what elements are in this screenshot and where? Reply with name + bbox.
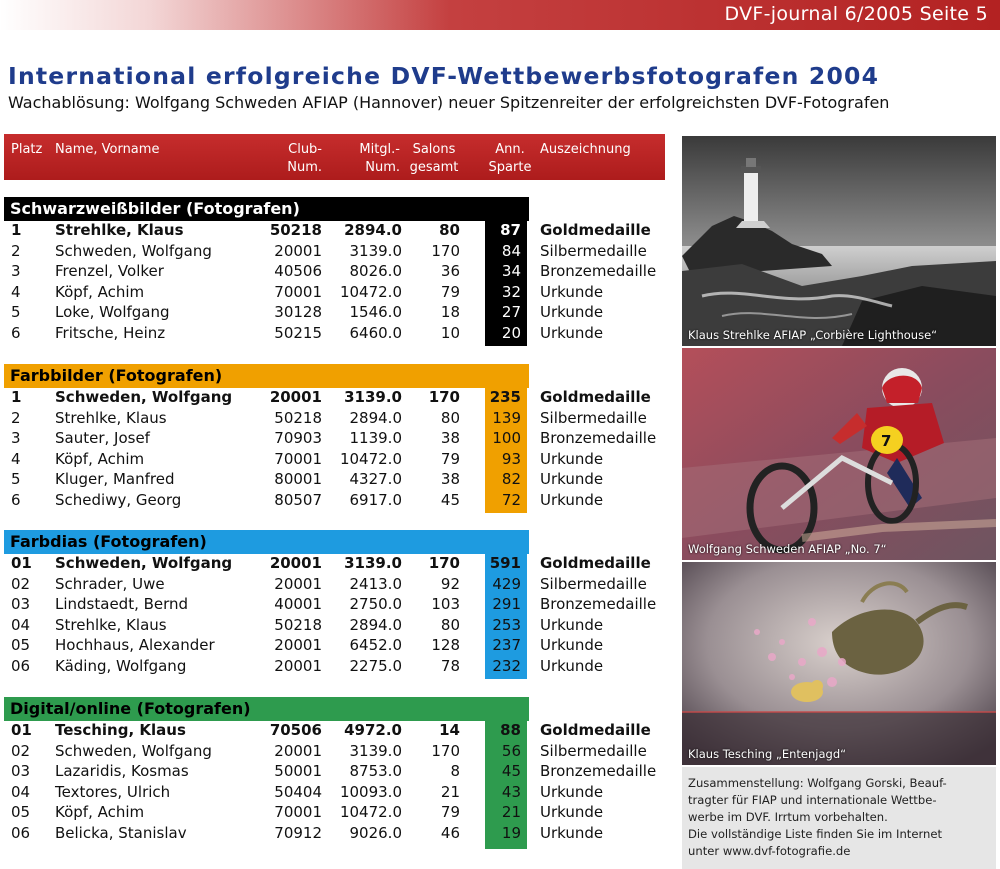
club-num: 20001 <box>274 657 322 675</box>
notes-line: unter www.dvf-fotografie.de <box>688 844 851 858</box>
table-row <box>0 469 680 490</box>
mitgl-num: 6452.0 <box>349 636 402 655</box>
platz: 04 <box>11 615 31 634</box>
mitgl-num: 10093.0 <box>339 782 402 801</box>
mitgl-num: 4972.0 <box>344 721 402 739</box>
mitgl-num: 3139.0 <box>344 388 402 406</box>
salons: 128 <box>431 636 460 655</box>
auszeichnung: Goldmedaille <box>540 554 651 572</box>
club-num: 20001 <box>274 741 322 760</box>
ann-sparte: 43 <box>501 782 521 801</box>
speedway-image <box>682 348 996 560</box>
platz: 6 <box>11 324 21 342</box>
mitgl-num: 2894.0 <box>344 221 402 239</box>
platz: 1 <box>11 221 22 239</box>
col-salons-1: Salons <box>412 142 456 157</box>
club-num: 70001 <box>274 449 322 468</box>
name: Belicka, Stanislav <box>55 824 187 842</box>
notes-line: Zusammenstellung: Wolfgang Gorski, Beauf- <box>688 776 947 790</box>
name: Lindstaedt, Bernd <box>55 595 189 614</box>
photo-speedway <box>682 348 996 560</box>
photo-entenjagd <box>682 562 996 765</box>
salons: 80 <box>440 615 460 634</box>
ann-sparte: 88 <box>500 721 521 739</box>
salons: 38 <box>440 429 460 448</box>
ann-sparte: 27 <box>501 303 521 322</box>
auszeichnung: Urkunde <box>540 657 604 675</box>
name: Hochhaus, Alexander <box>55 636 215 655</box>
salons: 14 <box>439 721 460 739</box>
ann-sparte: 20 <box>501 324 521 342</box>
auszeichnung: Urkunde <box>540 803 604 822</box>
name: Schediwy, Georg <box>55 491 182 509</box>
name: Textores, Ulrich <box>55 782 171 801</box>
name: Köpf, Achim <box>55 449 145 468</box>
mitgl-num: 2750.0 <box>349 595 402 614</box>
platz: 03 <box>11 595 31 614</box>
salons: 170 <box>428 554 460 572</box>
salons: 46 <box>440 824 460 842</box>
platz: 01 <box>11 721 32 739</box>
auszeichnung: Silbermedaille <box>540 241 647 260</box>
mitgl-num: 2894.0 <box>349 615 402 634</box>
platz: 02 <box>11 741 31 760</box>
club-num: 20001 <box>274 574 322 593</box>
page-title: International erfolgreiche DVF-Wettbewerbsfotografen 2004 <box>8 62 880 90</box>
name: Schrader, Uwe <box>55 574 165 593</box>
table-row <box>0 761 680 782</box>
name: Köpf, Achim <box>55 803 145 822</box>
table-row <box>0 428 680 449</box>
mitgl-num: 3139.0 <box>349 241 402 260</box>
ann-sparte: 21 <box>501 803 521 822</box>
auszeichnung: Urkunde <box>540 324 604 342</box>
ann-sparte: 253 <box>492 615 521 634</box>
salons: 103 <box>431 595 460 614</box>
salons: 36 <box>440 262 460 281</box>
col-salons-2: gesamt <box>409 160 459 175</box>
auszeichnung: Silbermedaille <box>540 574 647 593</box>
mitgl-num: 3139.0 <box>344 554 402 572</box>
mitgl-num: 1139.0 <box>349 429 402 448</box>
club-num: 40506 <box>274 262 322 281</box>
auszeichnung: Bronzemedaille <box>540 762 657 781</box>
category-header-schwarzweiss: Schwarzweißbilder (Fotografen) <box>4 197 529 221</box>
platz: 5 <box>11 303 21 322</box>
mitgl-num: 2894.0 <box>349 408 402 427</box>
platz: 03 <box>11 762 31 781</box>
platz: 2 <box>11 408 21 427</box>
club-num: 50215 <box>274 324 322 342</box>
auszeichnung: Silbermedaille <box>540 741 647 760</box>
platz: 06 <box>11 824 31 842</box>
mitgl-num: 10472.0 <box>339 803 402 822</box>
table-row <box>0 408 680 429</box>
platz: 06 <box>11 657 31 675</box>
salons: 8 <box>450 762 460 781</box>
name: Schweden, Wolfgang <box>55 241 212 260</box>
table-row <box>0 553 680 574</box>
salons: 170 <box>431 741 460 760</box>
table-row <box>0 387 680 408</box>
mitgl-num: 6460.0 <box>349 324 402 342</box>
auszeichnung: Goldmedaille <box>540 221 651 239</box>
platz: 01 <box>11 554 32 572</box>
name: Strehlke, Klaus <box>55 221 184 239</box>
category-header-digital: Digital/online (Fotografen) <box>4 697 529 721</box>
salons: 80 <box>440 408 460 427</box>
club-num: 40001 <box>274 595 322 614</box>
mitgl-num: 8753.0 <box>349 762 402 781</box>
table-row <box>0 594 680 615</box>
mitgl-num: 4327.0 <box>349 470 402 489</box>
mitgl-num: 10472.0 <box>339 282 402 301</box>
col-club-2: Num. <box>287 160 322 175</box>
salons: 79 <box>440 449 460 468</box>
table-column-header <box>4 134 665 180</box>
salons: 79 <box>440 282 460 301</box>
club-num: 70001 <box>274 282 322 301</box>
notes-box <box>682 767 996 869</box>
salons: 92 <box>440 574 460 593</box>
auszeichnung: Urkunde <box>540 636 604 655</box>
club-num: 20001 <box>274 636 322 655</box>
ann-sparte: 34 <box>501 262 521 281</box>
name: Lazaridis, Kosmas <box>55 762 189 781</box>
auszeichnung: Bronzemedaille <box>540 429 657 448</box>
club-num: 70506 <box>269 721 322 739</box>
ann-sparte: 139 <box>492 408 521 427</box>
salons: 38 <box>440 470 460 489</box>
platz: 6 <box>11 491 21 509</box>
table-row <box>0 302 680 323</box>
table-row <box>0 282 680 303</box>
name: Schweden, Wolfgang <box>55 554 233 572</box>
ann-sparte: 45 <box>501 762 521 781</box>
club-num: 50218 <box>269 221 322 239</box>
table-row <box>0 741 680 762</box>
name: Strehlke, Klaus <box>55 615 167 634</box>
mitgl-num: 8026.0 <box>349 262 402 281</box>
club-num: 30128 <box>274 303 322 322</box>
table-row <box>0 720 680 741</box>
club-num: 50404 <box>274 782 322 801</box>
auszeichnung: Urkunde <box>540 282 604 301</box>
platz: 2 <box>11 241 21 260</box>
col-club-1: Club- <box>288 142 322 157</box>
auszeichnung: Urkunde <box>540 303 604 322</box>
club-num: 20001 <box>269 388 322 406</box>
table-row <box>0 615 680 636</box>
ann-sparte: 32 <box>501 282 521 301</box>
club-num: 70912 <box>274 824 322 842</box>
col-ann-2: Sparte <box>488 160 532 175</box>
club-num: 20001 <box>269 554 322 572</box>
ann-sparte: 235 <box>489 388 521 406</box>
name: Frenzel, Volker <box>55 262 164 281</box>
table-row <box>0 656 680 677</box>
salons: 80 <box>439 221 460 239</box>
auszeichnung: Bronzemedaille <box>540 262 657 281</box>
auszeichnung: Urkunde <box>540 615 604 634</box>
mitgl-num: 10472.0 <box>339 449 402 468</box>
auszeichnung: Urkunde <box>540 449 604 468</box>
photo-lighthouse <box>682 136 996 346</box>
ann-sparte: 100 <box>492 429 521 448</box>
club-num: 20001 <box>274 241 322 260</box>
auszeichnung: Bronzemedaille <box>540 595 657 614</box>
col-platz: Platz <box>11 142 43 157</box>
notes-line: tragter für FIAP und internationale Wettbe- <box>688 793 937 807</box>
notes-line: werbe im DVF. Irrtum vorbehalten. <box>688 810 888 824</box>
col-auszeichnung: Auszeichnung <box>540 142 631 157</box>
club-num: 70001 <box>274 803 322 822</box>
ann-sparte: 72 <box>501 491 521 509</box>
caption-entenjagd: Klaus Tesching „Entenjagd“ <box>688 747 847 761</box>
club-num: 80001 <box>274 470 322 489</box>
category-header-farbdias: Farbdias (Fotografen) <box>4 530 529 554</box>
name: Fritsche, Heinz <box>55 324 166 342</box>
caption-lighthouse: Klaus Strehlke AFIAP „Corbière Lighthouse“ <box>688 328 938 342</box>
mitgl-num: 6917.0 <box>349 491 402 509</box>
col-ann-1: Ann. <box>495 142 525 157</box>
name: Köpf, Achim <box>55 282 145 301</box>
platz: 1 <box>11 388 22 406</box>
ann-sparte: 19 <box>501 824 521 842</box>
name: Loke, Wolfgang <box>55 303 170 322</box>
table-row <box>0 782 680 803</box>
platz: 4 <box>11 449 21 468</box>
platz: 4 <box>11 282 21 301</box>
table-row <box>0 635 680 656</box>
salons: 10 <box>440 324 460 342</box>
header-bar <box>0 0 1000 30</box>
auszeichnung: Urkunde <box>540 470 604 489</box>
salons: 78 <box>440 657 460 675</box>
platz: 02 <box>11 574 31 593</box>
svg-text:7: 7 <box>881 432 892 450</box>
ann-sparte: 429 <box>492 574 521 593</box>
name: Käding, Wolfgang <box>55 657 187 675</box>
platz: 3 <box>11 262 21 281</box>
table-row <box>0 802 680 823</box>
platz: 5 <box>11 470 21 489</box>
name: Tesching, Klaus <box>55 721 186 739</box>
name: Strehlke, Klaus <box>55 408 167 427</box>
salons: 170 <box>428 388 460 406</box>
notes-line: Die vollständige Liste finden Sie im Internet <box>688 827 943 841</box>
ann-sparte: 591 <box>489 554 521 572</box>
auszeichnung: Silbermedaille <box>540 408 647 427</box>
table-row <box>0 241 680 262</box>
platz: 05 <box>11 803 31 822</box>
entenjagd-image <box>682 562 996 765</box>
auszeichnung: Goldmedaille <box>540 721 651 739</box>
ann-sparte: 237 <box>492 636 521 655</box>
mitgl-num: 2413.0 <box>349 574 402 593</box>
col-mitgl-2: Num. <box>365 160 400 175</box>
club-num: 50218 <box>274 615 322 634</box>
auszeichnung: Urkunde <box>540 491 604 509</box>
name: Schweden, Wolfgang <box>55 741 212 760</box>
page-subtitle: Wachablösung: Wolfgang Schweden AFIAP (Hannover) neuer Spitzenreiter der erfolgreichsten DVF-Fotografen <box>8 93 890 112</box>
club-num: 50001 <box>274 762 322 781</box>
club-num: 80507 <box>274 491 322 509</box>
salons: 18 <box>440 303 460 322</box>
auszeichnung: Urkunde <box>540 824 604 842</box>
salons: 79 <box>440 803 460 822</box>
salons: 21 <box>440 782 460 801</box>
salons: 170 <box>431 241 460 260</box>
mitgl-num: 2275.0 <box>349 657 402 675</box>
ann-sparte: 232 <box>492 657 521 675</box>
col-mitgl-1: Mitgl.- <box>359 142 400 157</box>
mitgl-num: 1546.0 <box>349 303 402 322</box>
platz: 3 <box>11 429 21 448</box>
category-header-farbbilder: Farbbilder (Fotografen) <box>4 364 529 388</box>
platz: 04 <box>11 782 31 801</box>
table-row <box>0 490 680 511</box>
name: Schweden, Wolfgang <box>55 388 233 406</box>
table-row <box>0 823 680 844</box>
mitgl-num: 9026.0 <box>349 824 402 842</box>
ann-sparte: 82 <box>501 470 521 489</box>
salons: 45 <box>440 491 460 509</box>
table-row <box>0 574 680 595</box>
caption-speedway: Wolfgang Schweden AFIAP „No. 7“ <box>688 542 887 556</box>
mitgl-num: 3139.0 <box>349 741 402 760</box>
ann-sparte: 291 <box>492 595 521 614</box>
name: Kluger, Manfred <box>55 470 175 489</box>
ann-sparte: 87 <box>500 221 521 239</box>
club-num: 50218 <box>274 408 322 427</box>
club-num: 70903 <box>274 429 322 448</box>
auszeichnung: Urkunde <box>540 782 604 801</box>
lighthouse-image <box>682 136 996 346</box>
col-name: Name, Vorname <box>55 142 160 157</box>
journal-issue-page: DVF-journal 6/2005 Seite 5 <box>724 3 988 25</box>
name: Sauter, Josef <box>55 429 150 448</box>
ann-sparte: 93 <box>501 449 521 468</box>
table-row <box>0 449 680 470</box>
table-row <box>0 323 680 344</box>
auszeichnung: Goldmedaille <box>540 388 651 406</box>
table-row <box>0 261 680 282</box>
ann-sparte: 84 <box>501 241 521 260</box>
table-row <box>0 220 680 241</box>
platz: 05 <box>11 636 31 655</box>
ann-sparte: 56 <box>501 741 521 760</box>
